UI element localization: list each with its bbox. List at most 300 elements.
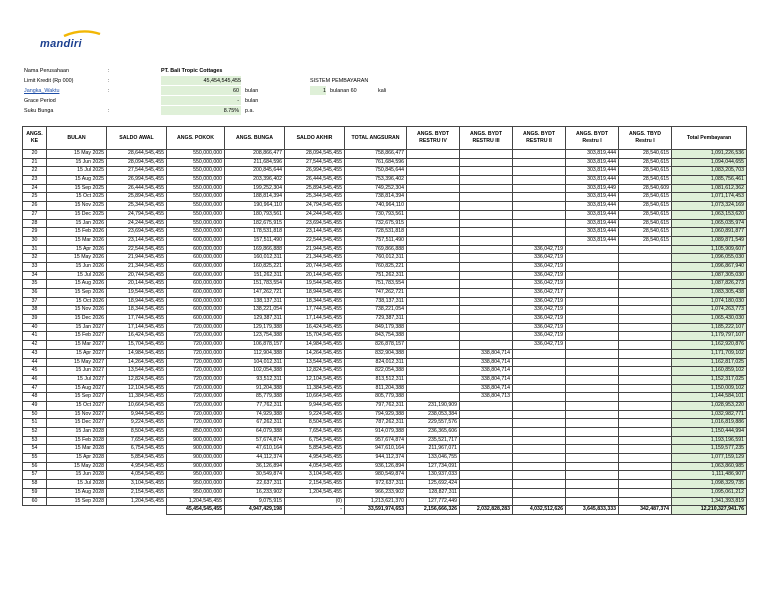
table-cell: 169,866,888 — [225, 245, 285, 254]
table-cell: 20 — [23, 150, 47, 159]
table-cell — [407, 245, 460, 254]
table-cell: 151,262,311 — [225, 271, 285, 280]
table-cell: 147,262,721 — [225, 289, 285, 298]
table-cell: 2,154,545,455 — [107, 488, 167, 497]
table-cell — [513, 436, 566, 445]
table-cell: (0) — [285, 497, 345, 506]
table-cell — [619, 358, 672, 367]
table-cell — [407, 236, 460, 245]
table-cell: 797,762,311 — [345, 401, 407, 410]
table-cell: 550,000,000 — [167, 158, 225, 167]
table-cell: 40 — [23, 323, 47, 332]
table-cell — [619, 289, 672, 298]
table-cell: 48 — [23, 393, 47, 402]
table-cell: 160,825,221 — [225, 262, 285, 271]
table-cell: 550,000,000 — [167, 228, 225, 237]
table-cell — [460, 150, 513, 159]
table-cell: 20,744,545,455 — [107, 271, 167, 280]
table-cell: 1,204,545,455 — [285, 488, 345, 497]
table-cell: 720,000,000 — [167, 375, 225, 384]
table-cell — [513, 471, 566, 480]
table-cell: 33 — [23, 262, 47, 271]
table-cell: 180,793,561 — [225, 210, 285, 219]
table-row — [23, 488, 747, 497]
table-cell: 1,071,174,453 — [672, 193, 747, 202]
table-cell: 720,000,000 — [167, 384, 225, 393]
table-cell: 1,094,044,655 — [672, 158, 747, 167]
table-cell — [460, 193, 513, 202]
table-cell: 720,000,000 — [167, 393, 225, 402]
table-cell — [460, 462, 513, 471]
table-cell: 30,549,874 — [225, 471, 285, 480]
table-cell: 15 Aug 2027 — [47, 384, 107, 393]
table-cell: 238,053,384 — [407, 410, 460, 419]
table-cell: 303,819,444 — [566, 158, 619, 167]
table-cell — [619, 332, 672, 341]
table-cell: 1,204,545,455 — [107, 497, 167, 506]
table-cell: 336,042,719 — [513, 262, 566, 271]
table-cell: 15 Dec 2026 — [47, 315, 107, 324]
table-cell: 56 — [23, 462, 47, 471]
table-cell — [460, 410, 513, 419]
total-cell: 3,645,833,333 — [566, 506, 619, 515]
table-cell: 44,112,374 — [225, 454, 285, 463]
table-cell — [513, 219, 566, 228]
table-cell: 811,204,388 — [345, 384, 407, 393]
rate-label: Suku Bunga — [24, 108, 54, 114]
table-cell — [460, 480, 513, 489]
table-cell: 91,204,388 — [225, 384, 285, 393]
table-cell — [566, 245, 619, 254]
table-cell: 15 Mar 2026 — [47, 236, 107, 245]
table-cell: 761,684,596 — [345, 158, 407, 167]
table-cell: 336,042,719 — [513, 315, 566, 324]
table-cell: 28 — [23, 219, 47, 228]
table-cell: 1,032,982,771 — [672, 410, 747, 419]
table-cell: 1,060,891,877 — [672, 228, 747, 237]
table-cell: 28,540,615 — [619, 150, 672, 159]
table-cell — [460, 488, 513, 497]
table-cell — [460, 428, 513, 437]
table-cell: 824,012,311 — [345, 358, 407, 367]
table-cell: 600,000,000 — [167, 236, 225, 245]
table-cell — [460, 176, 513, 185]
table-cell: 7,654,545,455 — [107, 436, 167, 445]
table-cell: 229,557,576 — [407, 419, 460, 428]
col-header: ANGS. BYDT Restru I — [566, 127, 619, 150]
table-cell: 805,779,388 — [345, 393, 407, 402]
table-cell — [566, 410, 619, 419]
table-cell: 1,193,196,591 — [672, 436, 747, 445]
table-cell: 822,054,388 — [345, 367, 407, 376]
table-cell: 550,000,000 — [167, 210, 225, 219]
limit-value: 45,454,545,455 — [203, 78, 241, 84]
table-cell — [566, 393, 619, 402]
table-cell: 26,444,545,455 — [285, 176, 345, 185]
table-cell: 1,213,621,370 — [345, 497, 407, 506]
table-cell — [407, 184, 460, 193]
table-cell: 85,779,388 — [225, 393, 285, 402]
table-cell: 1,073,324,169 — [672, 202, 747, 211]
table-cell: 14,264,545,455 — [107, 358, 167, 367]
table-cell: 751,783,554 — [345, 280, 407, 289]
table-cell — [619, 271, 672, 280]
table-cell: 600,000,000 — [167, 254, 225, 263]
table-cell: 11,384,545,455 — [107, 393, 167, 402]
table-cell: 15 Mar 2028 — [47, 445, 107, 454]
table-cell: 28,540,615 — [619, 210, 672, 219]
table-cell: 3,104,545,455 — [285, 471, 345, 480]
table-cell: 15 Nov 2025 — [47, 202, 107, 211]
table-cell — [566, 471, 619, 480]
table-cell: 138,137,311 — [225, 297, 285, 306]
table-cell: 27 — [23, 210, 47, 219]
table-cell: 18,944,545,455 — [285, 289, 345, 298]
table-cell: 1,074,180,030 — [672, 297, 747, 306]
table-cell: 15 Feb 2028 — [47, 436, 107, 445]
table-cell — [566, 462, 619, 471]
table-row — [23, 202, 747, 211]
table-cell: 1,063,153,620 — [672, 210, 747, 219]
table-cell: 22,544,545,455 — [285, 236, 345, 245]
table-row — [23, 271, 747, 280]
table-cell: 67,262,311 — [225, 419, 285, 428]
table-cell: 760,825,221 — [345, 262, 407, 271]
table-cell: 178,531,818 — [225, 228, 285, 237]
table-cell: 9,075,915 — [225, 497, 285, 506]
table-cell — [513, 349, 566, 358]
table-cell: 957,674,874 — [345, 436, 407, 445]
table-cell: 9,944,545,455 — [285, 401, 345, 410]
table-cell — [619, 410, 672, 419]
table-row — [23, 158, 747, 167]
table-cell: 203,396,402 — [225, 176, 285, 185]
table-cell — [460, 262, 513, 271]
table-cell — [566, 384, 619, 393]
table-cell: 15 Feb 2026 — [47, 228, 107, 237]
total-cell: 12,210,327,941.76 — [672, 506, 747, 515]
table-cell: 850,000,000 — [167, 428, 225, 437]
table-cell — [460, 497, 513, 506]
table-cell: 10,664,545,455 — [107, 401, 167, 410]
table-cell — [513, 228, 566, 237]
table-cell — [460, 202, 513, 211]
table-cell: 6,754,545,455 — [285, 436, 345, 445]
table-cell — [619, 297, 672, 306]
table-cell: 64,079,388 — [225, 428, 285, 437]
table-cell: 740,964,110 — [345, 202, 407, 211]
table-cell: 5,854,545,455 — [285, 445, 345, 454]
total-cell — [47, 506, 107, 515]
total-cell: 33,591,974,653 — [345, 506, 407, 515]
table-row — [23, 245, 747, 254]
table-cell: 338,804,713 — [460, 393, 513, 402]
table-row — [23, 289, 747, 298]
table-cell — [407, 375, 460, 384]
col-header: ANGS. TBYD Restru I — [619, 127, 672, 150]
table-cell: 12,104,545,455 — [107, 384, 167, 393]
table-cell: 23,694,545,455 — [107, 228, 167, 237]
table-cell — [619, 306, 672, 315]
table-cell: 1,159,577,235 — [672, 445, 747, 454]
col-header: ANGS. KE — [23, 127, 47, 150]
table-row — [23, 401, 747, 410]
table-cell — [407, 280, 460, 289]
table-cell: 980,549,874 — [345, 471, 407, 480]
table-cell: 17,144,545,455 — [285, 315, 345, 324]
table-cell: 336,042,719 — [513, 271, 566, 280]
table-cell — [619, 419, 672, 428]
table-cell: 550,000,000 — [167, 219, 225, 228]
table-cell: 30 — [23, 236, 47, 245]
table-cell: 20,144,545,455 — [285, 271, 345, 280]
table-cell — [566, 358, 619, 367]
table-cell: 1,091,226,536 — [672, 150, 747, 159]
table-cell — [407, 228, 460, 237]
table-cell: 15 Aug 2026 — [47, 280, 107, 289]
table-cell: 600,000,000 — [167, 297, 225, 306]
table-cell: 303,819,444 — [566, 193, 619, 202]
table-cell: 900,000,000 — [167, 445, 225, 454]
table-row — [23, 297, 747, 306]
table-row — [23, 462, 747, 471]
table-cell — [566, 480, 619, 489]
company-value: PT. Bali Tropic Cottages — [161, 68, 223, 74]
table-cell: 338,804,714 — [460, 358, 513, 367]
colon: : — [108, 88, 110, 94]
table-row — [23, 167, 747, 176]
table-cell — [513, 358, 566, 367]
table-cell — [513, 184, 566, 193]
table-cell: 758,866,477 — [345, 150, 407, 159]
table-cell: 54 — [23, 445, 47, 454]
table-cell: 47,610,164 — [225, 445, 285, 454]
table-cell: 15 May 2026 — [47, 254, 107, 263]
table-cell: 15 Feb 2027 — [47, 332, 107, 341]
table-cell: 15 Mar 2027 — [47, 341, 107, 350]
total-cell: 2,156,666,326 — [407, 506, 460, 515]
table-cell — [566, 280, 619, 289]
table-cell: 15 Jul 2025 — [47, 167, 107, 176]
table-cell: 34 — [23, 271, 47, 280]
table-cell: 1,162,817,025 — [672, 358, 747, 367]
table-cell: 188,814,394 — [225, 193, 285, 202]
table-cell: 720,000,000 — [167, 401, 225, 410]
table-cell: 199,252,304 — [225, 184, 285, 193]
table-cell — [460, 323, 513, 332]
table-cell: 15 Aug 2025 — [47, 176, 107, 185]
table-cell — [566, 271, 619, 280]
table-cell: 28,540,615 — [619, 228, 672, 237]
table-cell: 15 Apr 2028 — [47, 454, 107, 463]
table-cell: 41 — [23, 332, 47, 341]
table-row — [23, 367, 747, 376]
table-cell: 52 — [23, 428, 47, 437]
table-cell: 9,224,545,455 — [107, 419, 167, 428]
table-cell — [460, 419, 513, 428]
table-cell: 738,221,054 — [345, 306, 407, 315]
table-cell: 200,845,644 — [225, 167, 285, 176]
table-cell — [513, 393, 566, 402]
table-cell — [407, 358, 460, 367]
table-cell — [619, 436, 672, 445]
table-cell: 129,179,388 — [225, 323, 285, 332]
table-cell: 1,087,826,273 — [672, 280, 747, 289]
table-cell: 4,054,545,455 — [285, 462, 345, 471]
table-cell: 21 — [23, 158, 47, 167]
table-cell: 950,000,000 — [167, 488, 225, 497]
table-cell — [513, 150, 566, 159]
table-cell: 58 — [23, 480, 47, 489]
colon: : — [108, 68, 110, 74]
table-cell: 1,150,444,994 — [672, 428, 747, 437]
table-cell: 1,065,035,974 — [672, 219, 747, 228]
table-cell: 21,944,545,455 — [285, 245, 345, 254]
table-cell: 900,000,000 — [167, 436, 225, 445]
table-cell — [460, 236, 513, 245]
table-cell: 21,344,545,455 — [285, 254, 345, 263]
table-cell — [460, 210, 513, 219]
table-cell: 6,754,545,455 — [107, 445, 167, 454]
table-cell: 769,866,888 — [345, 245, 407, 254]
table-cell — [407, 349, 460, 358]
table-cell: 813,512,311 — [345, 375, 407, 384]
table-cell: 27,544,545,455 — [107, 167, 167, 176]
table-cell: 46 — [23, 375, 47, 384]
table-cell: 738,814,394 — [345, 193, 407, 202]
table-cell: 336,042,719 — [513, 323, 566, 332]
table-cell — [513, 193, 566, 202]
table-cell — [619, 367, 672, 376]
table-cell — [407, 193, 460, 202]
table-cell — [619, 341, 672, 350]
logo-wave-icon — [62, 30, 102, 38]
colon: : — [108, 78, 110, 84]
table-cell: 336,042,719 — [513, 245, 566, 254]
table-row — [23, 375, 747, 384]
table-cell: 23,144,545,455 — [285, 228, 345, 237]
table-cell: 26 — [23, 202, 47, 211]
table-cell: 738,137,311 — [345, 297, 407, 306]
table-cell: 15 Apr 2026 — [47, 245, 107, 254]
table-cell: 22 — [23, 167, 47, 176]
col-header: Total Pembayaran — [672, 127, 747, 150]
table-cell — [407, 176, 460, 185]
table-row — [23, 436, 747, 445]
table-row — [23, 471, 747, 480]
table-cell: 14,984,545,455 — [285, 341, 345, 350]
table-body — [23, 150, 747, 515]
table-cell: 25,894,545,455 — [107, 193, 167, 202]
table-cell — [566, 436, 619, 445]
table-cell: 1,341,393,819 — [672, 497, 747, 506]
table-cell: 23 — [23, 176, 47, 185]
table-cell: 74,929,388 — [225, 410, 285, 419]
table-cell: 18,344,545,455 — [107, 306, 167, 315]
table-cell: 336,042,719 — [513, 280, 566, 289]
table-cell — [460, 254, 513, 263]
table-cell — [619, 262, 672, 271]
table-cell — [460, 167, 513, 176]
table-cell: 24,244,545,455 — [107, 219, 167, 228]
table-cell: 129,387,311 — [225, 315, 285, 324]
table-cell — [513, 401, 566, 410]
table-cell: 15 Apr 2027 — [47, 349, 107, 358]
table-cell: 1,016,819,886 — [672, 419, 747, 428]
table-cell — [566, 306, 619, 315]
table-cell: 28,540,615 — [619, 236, 672, 245]
table-cell: 236,365,606 — [407, 428, 460, 437]
tenor-link[interactable]: Jangka_Waktu — [24, 88, 60, 94]
table-cell: 43 — [23, 349, 47, 358]
table-cell: 15 Jun 2025 — [47, 158, 107, 167]
grace-value: - — [237, 98, 239, 104]
table-cell: 190,964,110 — [225, 202, 285, 211]
table-cell: 57 — [23, 471, 47, 480]
table-cell: 26,994,545,455 — [107, 176, 167, 185]
table-cell: 15 Jul 2028 — [47, 480, 107, 489]
table-cell — [619, 349, 672, 358]
table-cell: 753,396,402 — [345, 176, 407, 185]
table-row — [23, 184, 747, 193]
table-cell: 720,000,000 — [167, 332, 225, 341]
table-cell: 550,000,000 — [167, 176, 225, 185]
table-cell — [407, 158, 460, 167]
table-row — [23, 497, 747, 506]
table-cell — [460, 219, 513, 228]
table-cell: 336,042,719 — [513, 332, 566, 341]
table-cell: 826,878,157 — [345, 341, 407, 350]
table-row — [23, 445, 747, 454]
table-cell: 235,521,717 — [407, 436, 460, 445]
installment-table — [22, 126, 747, 515]
table-cell — [566, 262, 619, 271]
table-cell: 28,094,545,455 — [107, 158, 167, 167]
table-cell — [513, 367, 566, 376]
table-cell: 732,675,915 — [345, 219, 407, 228]
table-cell — [513, 167, 566, 176]
table-cell — [619, 280, 672, 289]
table-cell — [619, 254, 672, 263]
table-cell: 28,540,609 — [619, 184, 672, 193]
table-cell — [619, 384, 672, 393]
table-cell — [619, 488, 672, 497]
table-cell — [566, 497, 619, 506]
table-cell — [407, 367, 460, 376]
table-cell: 336,042,719 — [513, 306, 566, 315]
table-cell — [460, 332, 513, 341]
table-cell: 15 Sep 2025 — [47, 184, 107, 193]
table-cell: 160,012,311 — [225, 254, 285, 263]
table-cell: 720,000,000 — [167, 358, 225, 367]
table-row — [23, 193, 747, 202]
table-cell: 760,012,311 — [345, 254, 407, 263]
table-cell: 231,190,909 — [407, 401, 460, 410]
table-row — [23, 228, 747, 237]
table-cell: 1,065,430,030 — [672, 315, 747, 324]
total-cell: - — [285, 506, 345, 515]
table-cell — [407, 297, 460, 306]
table-row — [23, 393, 747, 402]
table-cell: 950,000,000 — [167, 480, 225, 489]
col-header: BULAN — [47, 127, 107, 150]
table-row — [23, 176, 747, 185]
table-cell: 31 — [23, 245, 47, 254]
table-cell — [619, 315, 672, 324]
table-cell — [619, 480, 672, 489]
table-row — [23, 341, 747, 350]
table-cell: 1,111,486,907 — [672, 471, 747, 480]
